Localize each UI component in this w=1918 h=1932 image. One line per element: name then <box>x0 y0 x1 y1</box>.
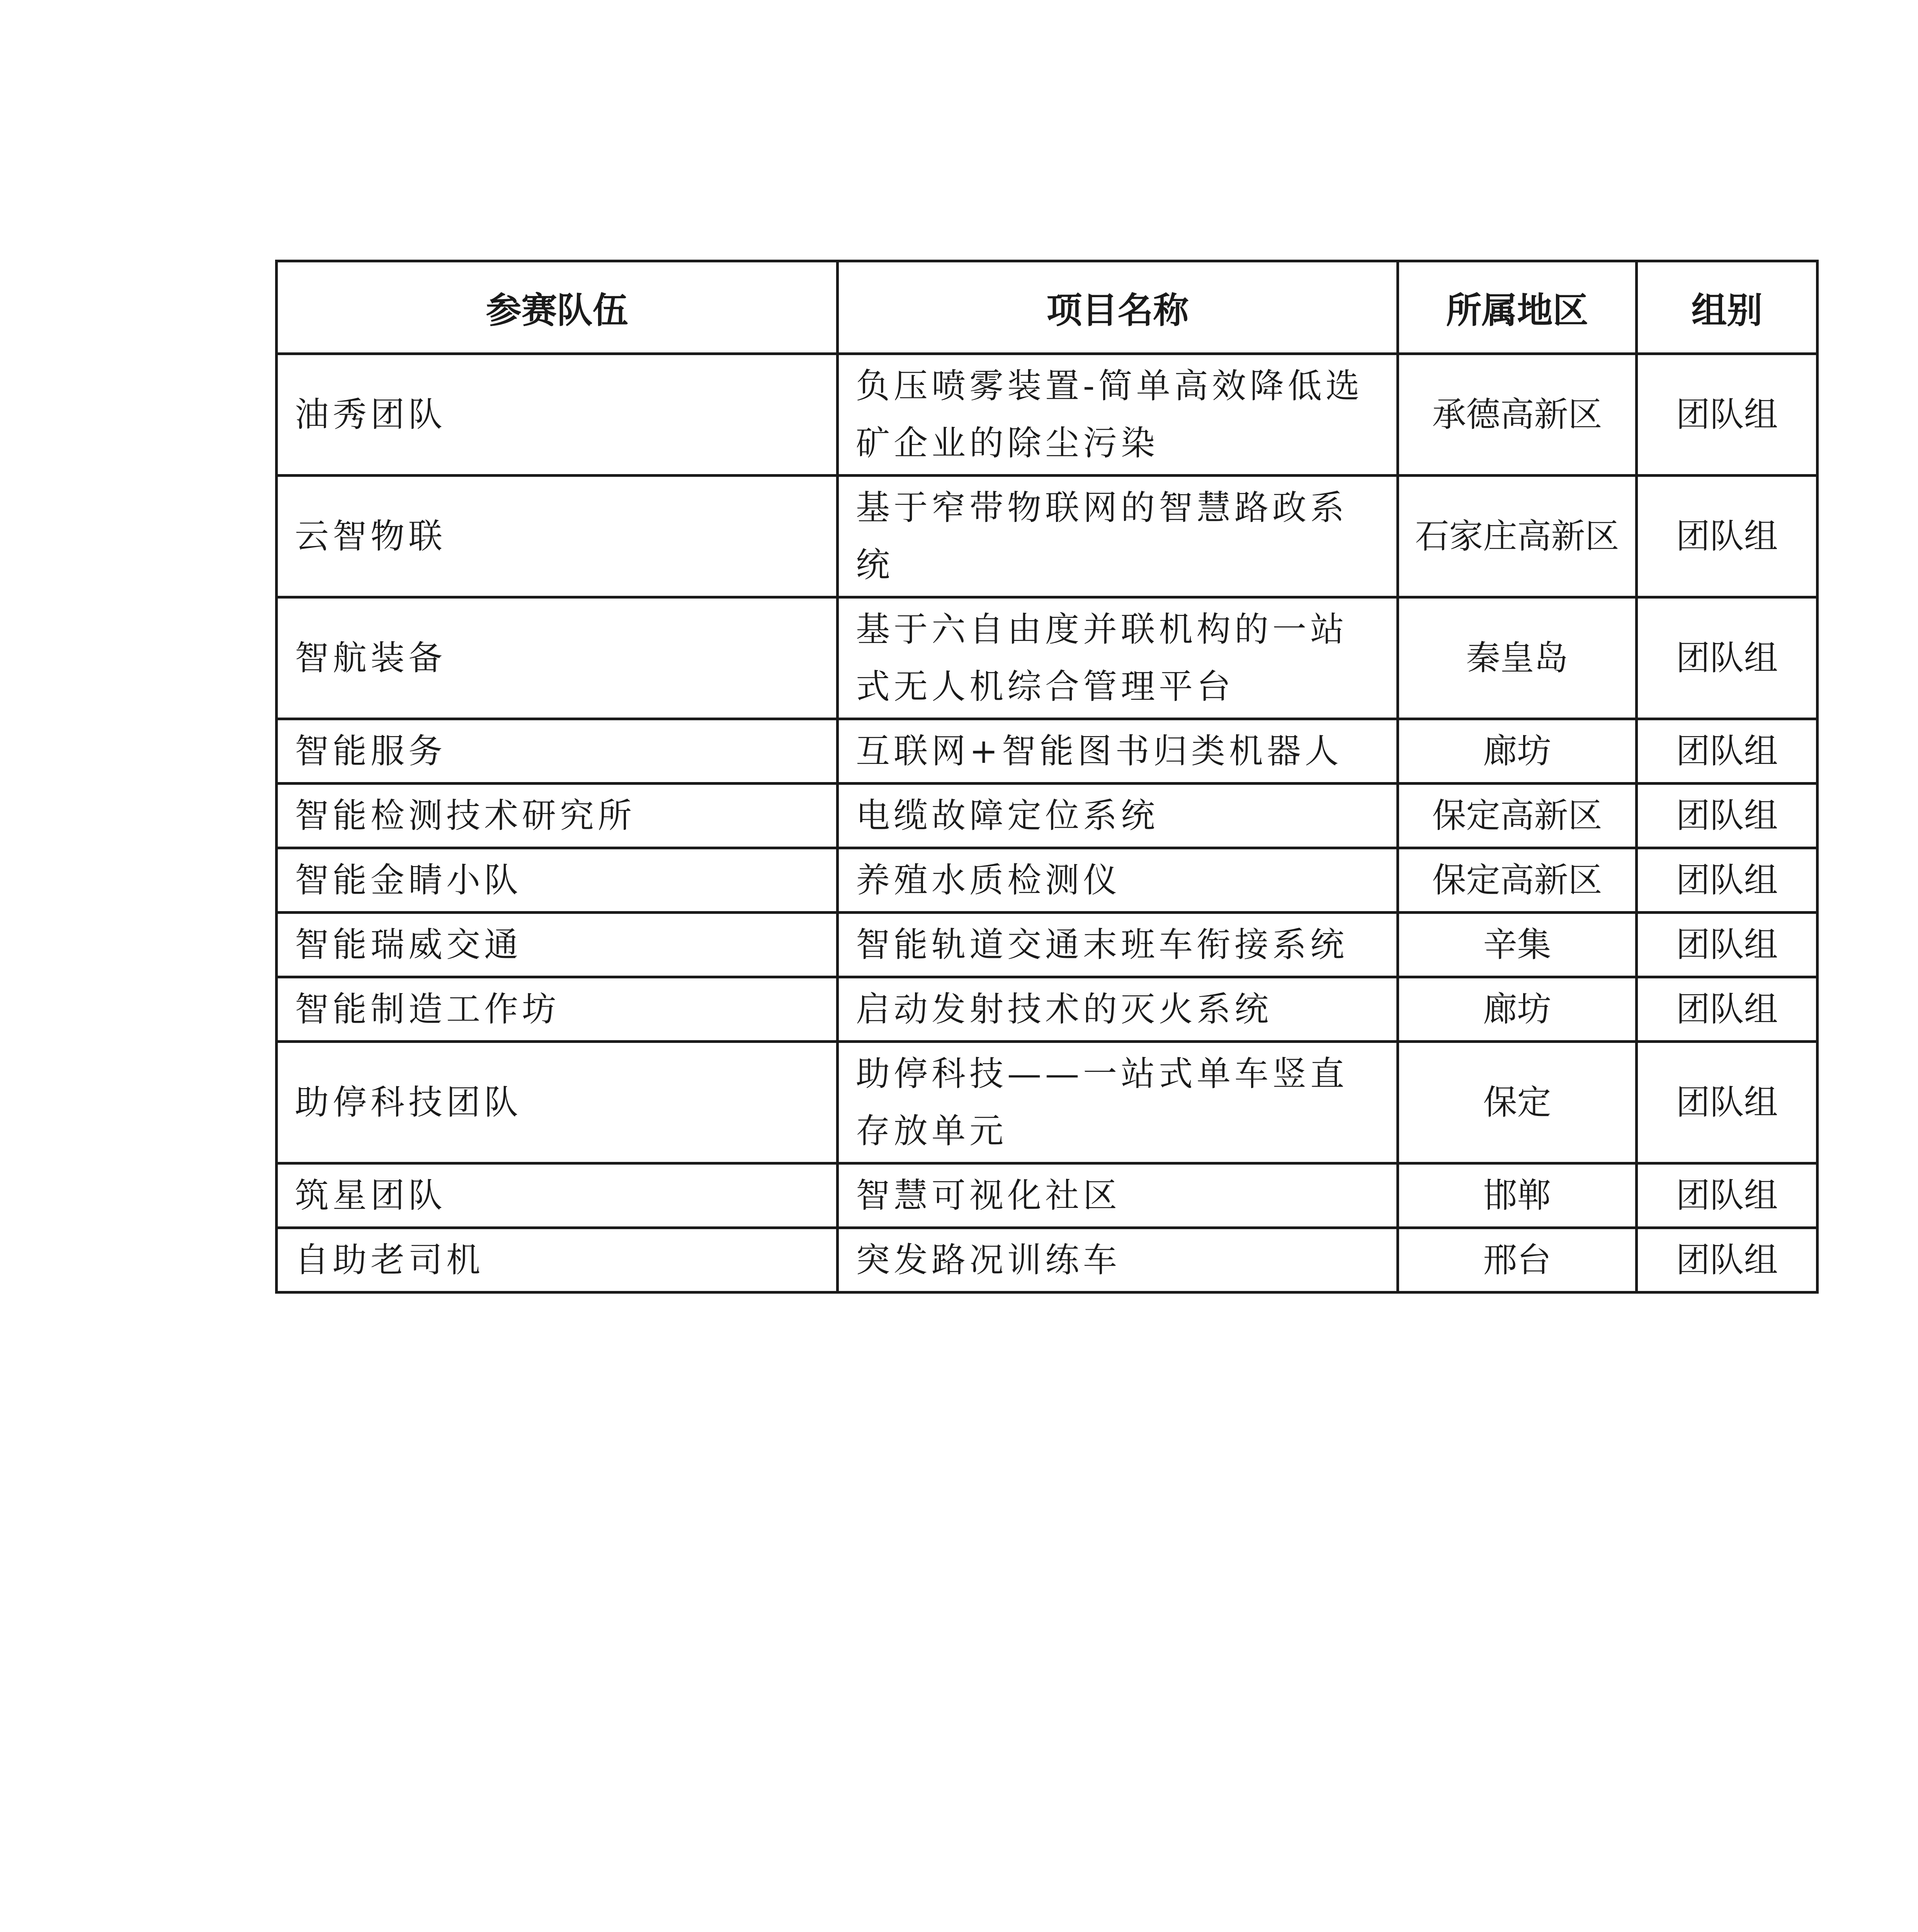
cell-project: 启动发射技术的灭火系统 <box>838 977 1398 1042</box>
cell-region: 保定 <box>1398 1042 1637 1163</box>
cell-team: 智能瑞威交通 <box>277 913 838 977</box>
cell-project: 智慧可视化社区 <box>838 1163 1398 1228</box>
cell-region: 保定高新区 <box>1398 784 1637 848</box>
cell-region: 邢台 <box>1398 1228 1637 1293</box>
cell-group: 团队组 <box>1637 476 1818 597</box>
cell-group: 团队组 <box>1637 1042 1818 1163</box>
cell-region: 廊坊 <box>1398 977 1637 1042</box>
table-header-row <box>277 261 1818 354</box>
cell-team: 智能金睛小队 <box>277 848 838 913</box>
cell-group: 团队组 <box>1637 848 1818 913</box>
cell-project: 负压喷雾装置-简单高效降低选矿企业的除尘污染 <box>838 354 1398 476</box>
header-team: 参赛队伍 <box>277 261 838 354</box>
cell-project: 助停科技——一站式单车竖直存放单元 <box>838 1042 1398 1163</box>
table-row <box>277 1228 1818 1293</box>
cell-team: 智航装备 <box>277 597 838 719</box>
cell-project: 基于窄带物联网的智慧路政系统 <box>838 476 1398 597</box>
cell-region: 承德高新区 <box>1398 354 1637 476</box>
table-row <box>277 913 1818 977</box>
cell-region: 保定高新区 <box>1398 848 1637 913</box>
cell-project: 电缆故障定位系统 <box>838 784 1398 848</box>
table-row <box>277 784 1818 848</box>
cell-group: 团队组 <box>1637 1228 1818 1293</box>
table-row <box>277 848 1818 913</box>
cell-team: 智能服务 <box>277 719 838 784</box>
cell-project: 智能轨道交通末班车衔接系统 <box>838 913 1398 977</box>
table-row <box>277 354 1818 476</box>
cell-team: 油秀团队 <box>277 354 838 476</box>
cell-project: 互联网+智能图书归类机器人 <box>838 719 1398 784</box>
table-row <box>277 977 1818 1042</box>
cell-region: 廊坊 <box>1398 719 1637 784</box>
cell-group: 团队组 <box>1637 784 1818 848</box>
cell-team: 云智物联 <box>277 476 838 597</box>
cell-region: 辛集 <box>1398 913 1637 977</box>
cell-region: 秦皇岛 <box>1398 597 1637 719</box>
cell-group: 团队组 <box>1637 1163 1818 1228</box>
table-row <box>277 1163 1818 1228</box>
table-row <box>277 719 1818 784</box>
results-table <box>275 260 1819 1294</box>
cell-region: 邯郸 <box>1398 1163 1637 1228</box>
header-region: 所属地区 <box>1398 261 1637 354</box>
cell-team: 智能检测技术研究所 <box>277 784 838 848</box>
cell-team: 助停科技团队 <box>277 1042 838 1163</box>
table-row <box>277 476 1818 597</box>
cell-team: 智能制造工作坊 <box>277 977 838 1042</box>
header-project: 项目名称 <box>838 261 1398 354</box>
cell-project: 突发路况训练车 <box>838 1228 1398 1293</box>
cell-group: 团队组 <box>1637 977 1818 1042</box>
cell-region: 石家庄高新区 <box>1398 476 1637 597</box>
cell-group: 团队组 <box>1637 913 1818 977</box>
results-table-container <box>275 260 1816 1294</box>
table-row <box>277 1042 1818 1163</box>
cell-project: 基于六自由度并联机构的一站式无人机综合管理平台 <box>838 597 1398 719</box>
cell-team: 筑星团队 <box>277 1163 838 1228</box>
cell-team: 自助老司机 <box>277 1228 838 1293</box>
cell-group: 团队组 <box>1637 597 1818 719</box>
header-group: 组别 <box>1637 261 1818 354</box>
cell-group: 团队组 <box>1637 719 1818 784</box>
cell-group: 团队组 <box>1637 354 1818 476</box>
table-row <box>277 597 1818 719</box>
cell-project: 养殖水质检测仪 <box>838 848 1398 913</box>
